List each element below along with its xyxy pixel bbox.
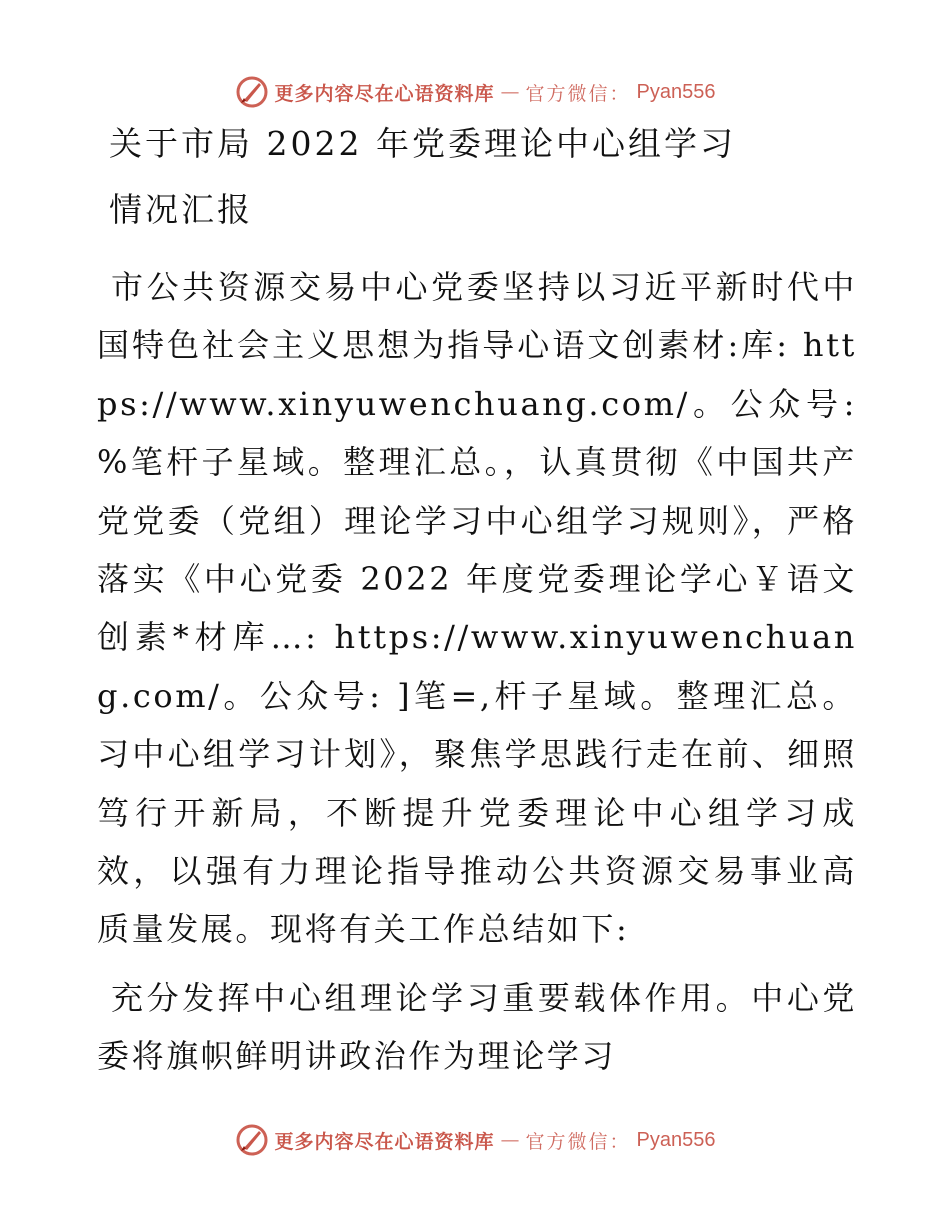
quill-logo-icon: [235, 75, 269, 109]
banner-slogan: 更多内容尽在心语资料库: [274, 1130, 495, 1153]
banner-wechat-id: Pyan556: [636, 1128, 716, 1151]
banner-separator: —: [500, 1129, 520, 1151]
banner-wechat-id: Pyan556: [636, 80, 716, 103]
banner-slogan: 更多内容尽在心语资料库: [274, 82, 495, 105]
quill-logo-icon: [235, 1123, 269, 1157]
banner-official-label: 官方微信：: [525, 82, 631, 105]
banner-separator: —: [500, 81, 520, 103]
header-banner: [0, 70, 950, 114]
document-title-line-1: 关于市局 2022 年党委理论中心组学习: [109, 124, 736, 163]
body-paragraph-1: 市公共资源交易中心党委坚持以习近平新时代中国特色社会主义思想为指导心语文创素材:库: https://www.xinyuwenchuang.com/。公众号: %笔杆子星域。整理汇总。，认真贯彻《中国共产党党委（党组）理论学习中心组学习规则》，严格落实《中心党委 2022 年度党委理论学心￥语文创素*材库…: https://www.xinyuwenchuang.com/。公众号: ]笔=,杆子星域。整理汇总。习中心组学习计划》，聚焦学思践行走在前、细照笃行开新局，不断提升党委理论中心组学习成效，以强有力理论指导推动公共资源交易事业高质量发展。现将有关工作总结如下:: [97, 268, 857, 949]
body-paragraph-2: 充分发挥中心组理论学习重要载体作用。中心党委将旗帜鲜明讲政治作为理论学习: [97, 978, 857, 1076]
footer-banner: [0, 1118, 950, 1162]
banner-official-label: 官方微信：: [525, 1130, 631, 1153]
document-title-line-2: 情况汇报: [109, 190, 253, 229]
document-body: [97, 122, 857, 1086]
